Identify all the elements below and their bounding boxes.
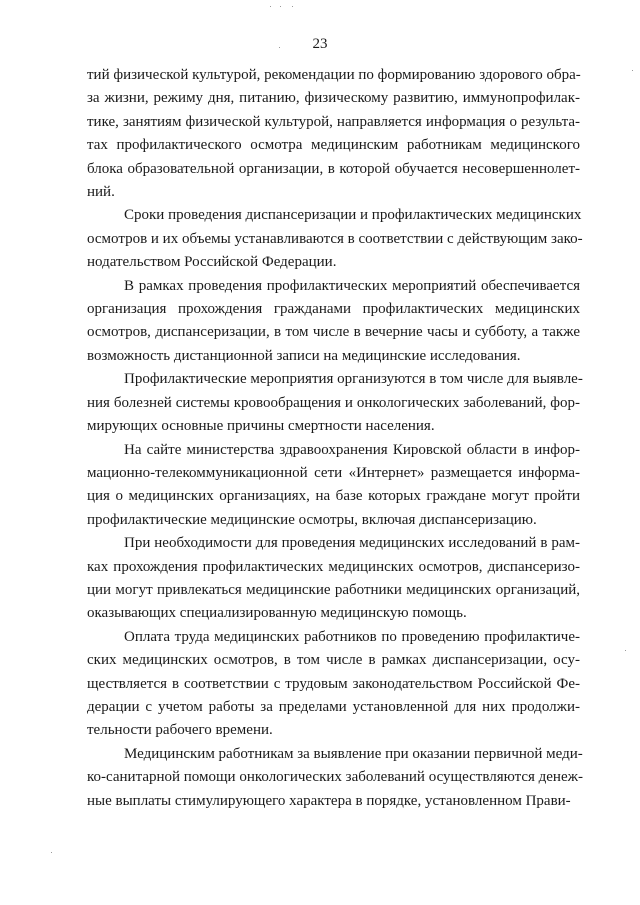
text-line: ные выплаты стимулирующего характера в порядке, установленном Прави- bbox=[87, 792, 571, 809]
text-line: мирующих основные причины смертности населения. bbox=[87, 418, 435, 435]
text-line: На сайте министерства здравоохранения Кировской области в инфор- bbox=[124, 441, 580, 458]
scan-speck bbox=[625, 650, 626, 651]
text-line: мационно-телекоммуникационной сети «Интернет» размещается информа- bbox=[87, 464, 580, 481]
text-line: тах профилактического осмотра медицинским работникам медицинского bbox=[87, 137, 580, 154]
scan-speck bbox=[632, 70, 633, 71]
scan-speck bbox=[51, 852, 52, 853]
text-line: профилактические медицинские осмотры, включая диспансеризацию. bbox=[87, 511, 537, 528]
paragraph bbox=[87, 204, 583, 274]
text-line: Оплата труда медицинских работников по проведению профилактиче- bbox=[124, 628, 580, 645]
scan-speck bbox=[280, 6, 281, 7]
text-line: оказывающих специализированную медицинскую помощь. bbox=[87, 605, 467, 622]
text-line: При необходимости для проведения медицинских исследований в рам- bbox=[124, 535, 580, 552]
text-line: тике, занятиям физической культурой, направляется информация о результа- bbox=[87, 113, 580, 130]
text-line: Медицинским работникам за выявление при оказании первичной меди- bbox=[124, 745, 583, 762]
document-body bbox=[87, 64, 583, 813]
text-line: Сроки проведения диспансеризации и профилактических медицинских bbox=[124, 207, 582, 224]
paragraph bbox=[87, 64, 580, 204]
text-line: организация прохождения гражданами профилактических медицинских bbox=[87, 301, 580, 318]
paragraph bbox=[87, 439, 580, 533]
text-line: тельности рабочего времени. bbox=[87, 722, 273, 739]
paragraph bbox=[87, 368, 583, 438]
text-line: ция о медицинских организациях, на базе которых граждане могут пройти bbox=[87, 488, 580, 505]
text-line: ществляется в соответствии с трудовым законодательством Российской Фе- bbox=[87, 675, 580, 692]
paragraph bbox=[87, 532, 580, 626]
text-line: В рамках проведения профилактических мероприятий обеспечивается bbox=[124, 277, 580, 294]
scan-speck bbox=[279, 47, 280, 48]
text-line: блока образовательной организации, в которой обучается несовершеннолет- bbox=[87, 160, 580, 177]
scan-speck bbox=[292, 6, 293, 7]
text-line: возможность дистанционной записи на медицинские исследования. bbox=[87, 347, 521, 364]
text-line: за жизни, режиму дня, питанию, физическому развитию, иммунопрофилак- bbox=[87, 90, 580, 107]
text-line: ния болезней системы кровообращения и онкологических заболеваний, фор- bbox=[87, 394, 580, 411]
text-line: ских медицинских осмотров, в том числе в рамках диспансеризации, осу- bbox=[87, 652, 580, 669]
text-line: осмотров, диспансеризации, в том числе в вечерние часы и субботу, а также bbox=[87, 324, 580, 341]
text-line: ко-санитарной помощи онкологических заболеваний осуществляются денеж- bbox=[87, 769, 583, 786]
paragraph bbox=[87, 275, 580, 369]
text-line: ках прохождения профилактических медицинских осмотров, диспансеризо- bbox=[87, 558, 580, 575]
page-number: 23 bbox=[312, 36, 328, 52]
text-line: дерации с учетом работы за пределами установленной для них продолжи- bbox=[87, 698, 580, 715]
text-line: осмотров и их объемы устанавливаются в соответствии с действующим зако- bbox=[87, 230, 583, 247]
paragraph bbox=[87, 626, 580, 743]
text-line: тий физической культурой, рекомендации по формированию здорового обра- bbox=[87, 67, 581, 83]
paragraph bbox=[87, 743, 583, 813]
scan-speck bbox=[270, 6, 271, 7]
text-line: нодательством Российской Федерации. bbox=[87, 254, 337, 271]
text-line: ний. bbox=[87, 184, 115, 201]
text-line: ции могут привлекаться медицинские работники медицинских организаций, bbox=[87, 581, 580, 598]
text-line: Профилактические мероприятия организуются в том числе для выявле- bbox=[124, 371, 583, 388]
